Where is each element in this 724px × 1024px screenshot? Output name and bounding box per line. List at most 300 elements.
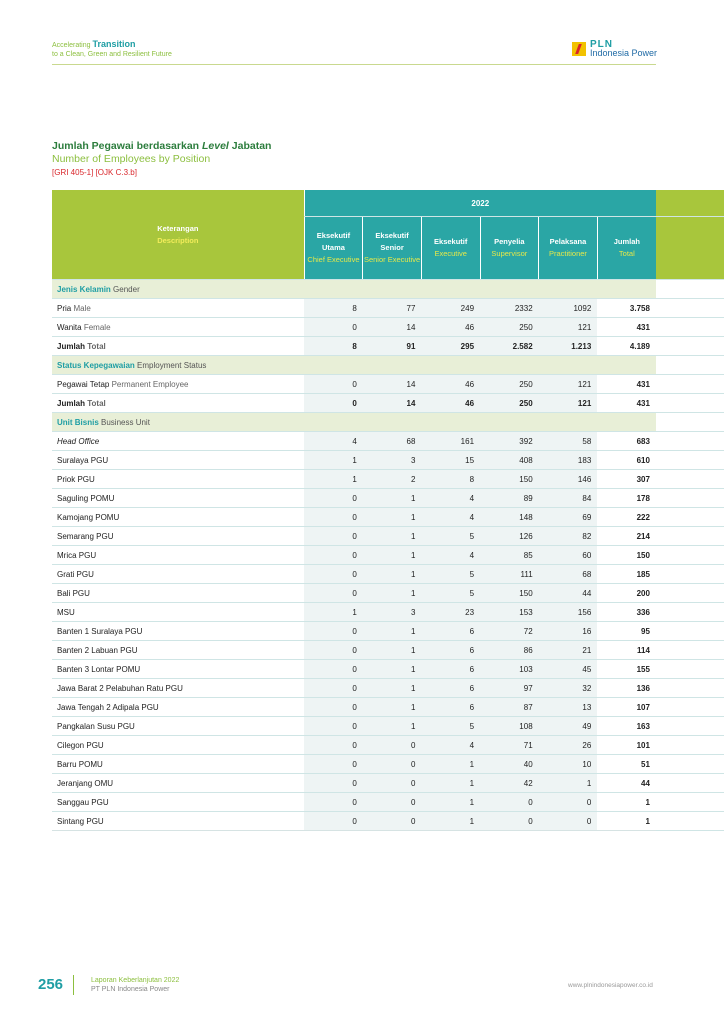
value-cell: 1 xyxy=(363,489,422,508)
row-extension xyxy=(656,584,724,603)
total-cell: 214 xyxy=(597,527,656,546)
section-row xyxy=(52,413,724,432)
footer-report xyxy=(91,976,179,994)
value-cell: 153 xyxy=(480,603,539,622)
row-extension xyxy=(656,432,724,451)
value-cell: 295 xyxy=(421,337,480,356)
value-cell: 1.213 xyxy=(539,337,598,356)
value-cell: 4 xyxy=(304,432,363,451)
value-cell: 1 xyxy=(304,451,363,470)
website-url: www.plnindonesiapower.co.id xyxy=(568,982,653,989)
value-cell: 0 xyxy=(363,755,422,774)
page-number: 256 xyxy=(38,976,64,993)
pln-lightning-icon xyxy=(572,42,586,56)
value-cell: 40 xyxy=(480,755,539,774)
value-cell: 0 xyxy=(363,812,422,831)
row-extension xyxy=(656,565,724,584)
value-cell: 10 xyxy=(539,755,598,774)
row-extension xyxy=(656,337,724,356)
row-label xyxy=(52,451,304,470)
row-extension xyxy=(656,622,724,641)
table-row xyxy=(52,375,724,394)
row-label-id: Grati PGU xyxy=(57,569,94,579)
value-cell: 4 xyxy=(421,489,480,508)
value-cell: 392 xyxy=(480,432,539,451)
description-header xyxy=(52,190,304,280)
value-cell: 1 xyxy=(304,603,363,622)
total-cell: 163 xyxy=(597,717,656,736)
row-extension xyxy=(656,717,724,736)
total-cell: 610 xyxy=(597,451,656,470)
table-row xyxy=(52,489,724,508)
value-cell: 0 xyxy=(304,375,363,394)
table-row xyxy=(52,508,724,527)
row-label-id: Jeranjang OMU xyxy=(57,778,114,788)
row-label-en: Male xyxy=(73,303,91,313)
value-cell: 2332 xyxy=(480,299,539,318)
footer-divider xyxy=(73,975,74,995)
value-cell: 1 xyxy=(363,679,422,698)
table-title-en: Number of Employees by Position xyxy=(52,153,211,165)
desc-header-en: Description xyxy=(157,235,199,245)
column-header xyxy=(363,217,422,280)
total-cell: 3.758 xyxy=(597,299,656,318)
section-title-id: Jenis Kelamin xyxy=(57,284,111,294)
desc-header-id: Keterangan xyxy=(157,223,199,233)
value-cell: 97 xyxy=(480,679,539,698)
value-cell: 87 xyxy=(480,698,539,717)
total-cell: 1 xyxy=(597,793,656,812)
value-cell: 2 xyxy=(363,470,422,489)
value-cell: 1 xyxy=(363,641,422,660)
value-cell: 46 xyxy=(421,394,480,413)
title-id-em: Level xyxy=(201,140,229,152)
value-cell: 1 xyxy=(421,755,480,774)
table-row xyxy=(52,584,724,603)
section-title-en: Employment Status xyxy=(137,360,207,370)
row-label-id: Jumlah xyxy=(57,341,86,351)
section-title-en: Business Unit xyxy=(101,417,150,427)
row-label xyxy=(52,660,304,679)
row-label xyxy=(52,508,304,527)
column-header xyxy=(539,217,598,280)
table-row xyxy=(52,736,724,755)
value-cell: 58 xyxy=(539,432,598,451)
row-label xyxy=(52,698,304,717)
value-cell: 108 xyxy=(480,717,539,736)
value-cell: 250 xyxy=(480,394,539,413)
column-header-id: Pelaksana xyxy=(549,237,587,246)
value-cell: 0 xyxy=(363,774,422,793)
row-label xyxy=(52,375,304,394)
value-cell: 14 xyxy=(363,318,422,337)
table-row xyxy=(52,394,724,413)
value-cell: 6 xyxy=(421,679,480,698)
logo-brand: PLN xyxy=(590,39,613,50)
table-row xyxy=(52,774,724,793)
value-cell: 71 xyxy=(480,736,539,755)
row-label xyxy=(52,318,304,337)
section-row xyxy=(52,280,724,299)
row-label-id: Kamojang POMU xyxy=(57,512,120,522)
tagline-sub: to a Clean, Green and Resilient Future xyxy=(52,51,172,58)
value-cell: 1 xyxy=(363,584,422,603)
value-cell: 249 xyxy=(421,299,480,318)
row-extension xyxy=(656,508,724,527)
value-cell: 13 xyxy=(539,698,598,717)
row-label-id: Semarang PGU xyxy=(57,531,114,541)
row-extension xyxy=(656,299,724,318)
value-cell: 46 xyxy=(421,375,480,394)
column-header xyxy=(421,217,480,280)
value-cell: 26 xyxy=(539,736,598,755)
row-label xyxy=(52,299,304,318)
value-cell: 1 xyxy=(363,660,422,679)
row-label-id: Bali PGU xyxy=(57,588,90,598)
column-header xyxy=(597,217,656,280)
total-cell: 51 xyxy=(597,755,656,774)
column-header-en: Total xyxy=(618,249,635,258)
value-cell: 0 xyxy=(304,755,363,774)
row-label xyxy=(52,546,304,565)
row-extension xyxy=(656,755,724,774)
value-cell: 32 xyxy=(539,679,598,698)
row-label xyxy=(52,679,304,698)
row-label xyxy=(52,641,304,660)
value-cell: 156 xyxy=(539,603,598,622)
header-extension xyxy=(656,190,724,217)
table-title-id xyxy=(52,140,271,153)
value-cell: 8 xyxy=(304,337,363,356)
value-cell: 0 xyxy=(304,565,363,584)
table-row xyxy=(52,565,724,584)
column-header-en: Senior Executive xyxy=(363,255,421,264)
row-label xyxy=(52,337,304,356)
row-extension xyxy=(656,736,724,755)
value-cell: 121 xyxy=(539,394,598,413)
value-cell: 1 xyxy=(539,774,598,793)
value-cell: 4 xyxy=(421,508,480,527)
row-label-id: Saguling POMU xyxy=(57,493,115,503)
header-divider xyxy=(52,64,656,65)
row-label-id: Banten 1 Suralaya PGU xyxy=(57,626,143,636)
row-label-id: Cilegon PGU xyxy=(57,740,104,750)
value-cell: 0 xyxy=(304,717,363,736)
value-cell: 0 xyxy=(304,641,363,660)
value-cell: 5 xyxy=(421,584,480,603)
header-tagline xyxy=(52,40,172,59)
row-label-id: Jawa Tengah 2 Adipala PGU xyxy=(57,702,159,712)
total-cell: 155 xyxy=(597,660,656,679)
row-extension xyxy=(656,793,724,812)
value-cell: 183 xyxy=(539,451,598,470)
row-extension xyxy=(656,641,724,660)
value-cell: 2.582 xyxy=(480,337,539,356)
value-cell: 86 xyxy=(480,641,539,660)
total-cell: 178 xyxy=(597,489,656,508)
value-cell: 0 xyxy=(304,527,363,546)
value-cell: 1 xyxy=(421,793,480,812)
value-cell: 69 xyxy=(539,508,598,527)
value-cell: 68 xyxy=(539,565,598,584)
value-cell: 1 xyxy=(363,717,422,736)
value-cell: 121 xyxy=(539,318,598,337)
table-title-block xyxy=(52,140,271,179)
row-label xyxy=(52,603,304,622)
table-row xyxy=(52,717,724,736)
value-cell: 161 xyxy=(421,432,480,451)
logo-sub: Indonesia Power xyxy=(590,48,658,58)
row-label-en: Total xyxy=(87,398,106,408)
row-label xyxy=(52,793,304,812)
tagline-bold: Transition xyxy=(92,39,136,49)
table-row xyxy=(52,622,724,641)
value-cell: 0 xyxy=(304,622,363,641)
row-label-id: Wanita xyxy=(57,322,82,332)
row-extension xyxy=(656,280,724,299)
value-cell: 148 xyxy=(480,508,539,527)
row-label xyxy=(52,584,304,603)
row-label-id: Sintang PGU xyxy=(57,816,104,826)
section-title-id: Unit Bisnis xyxy=(57,417,99,427)
row-extension xyxy=(656,679,724,698)
row-label xyxy=(52,489,304,508)
value-cell: 49 xyxy=(539,717,598,736)
row-label-id: Jawa Barat 2 Pelabuhan Ratu PGU xyxy=(57,683,183,693)
value-cell: 1 xyxy=(363,622,422,641)
row-extension xyxy=(656,527,724,546)
column-header xyxy=(480,217,539,280)
value-cell: 0 xyxy=(539,793,598,812)
total-cell: 431 xyxy=(597,318,656,337)
row-extension xyxy=(656,413,724,432)
report-title: Laporan Keberlanjutan 2022 xyxy=(91,977,180,984)
value-cell: 6 xyxy=(421,641,480,660)
row-extension xyxy=(656,375,724,394)
value-cell: 0 xyxy=(304,812,363,831)
total-cell: 150 xyxy=(597,546,656,565)
value-cell: 0 xyxy=(480,812,539,831)
total-cell: 95 xyxy=(597,622,656,641)
value-cell: 72 xyxy=(480,622,539,641)
title-id-pre: Jumlah Pegawai berdasarkan xyxy=(52,140,202,152)
company-logo xyxy=(572,40,657,58)
total-cell: 4.189 xyxy=(597,337,656,356)
row-extension xyxy=(656,603,724,622)
row-extension xyxy=(656,660,724,679)
value-cell: 8 xyxy=(421,470,480,489)
row-label-id: Sanggau PGU xyxy=(57,797,109,807)
row-label xyxy=(52,717,304,736)
value-cell: 1 xyxy=(421,774,480,793)
row-extension xyxy=(656,394,724,413)
table-row xyxy=(52,337,724,356)
row-label xyxy=(52,812,304,831)
value-cell: 250 xyxy=(480,375,539,394)
value-cell: 77 xyxy=(363,299,422,318)
value-cell: 91 xyxy=(363,337,422,356)
total-cell: 185 xyxy=(597,565,656,584)
table-row xyxy=(52,793,724,812)
value-cell: 60 xyxy=(539,546,598,565)
value-cell: 0 xyxy=(304,584,363,603)
table-row xyxy=(52,755,724,774)
column-header-id: Eksekutif Utama xyxy=(316,231,351,252)
row-label-id: Suralaya PGU xyxy=(57,455,109,465)
column-header xyxy=(304,217,363,280)
total-cell: 431 xyxy=(597,394,656,413)
row-extension xyxy=(656,774,724,793)
value-cell: 6 xyxy=(421,622,480,641)
row-label-id: Mrica PGU xyxy=(57,550,97,560)
value-cell: 1 xyxy=(363,508,422,527)
row-label-en: Female xyxy=(83,322,111,332)
value-cell: 0 xyxy=(363,793,422,812)
value-cell: 46 xyxy=(421,318,480,337)
value-cell: 0 xyxy=(363,736,422,755)
value-cell: 5 xyxy=(421,717,480,736)
value-cell: 0 xyxy=(304,508,363,527)
value-cell: 23 xyxy=(421,603,480,622)
row-extension xyxy=(656,546,724,565)
column-header-en: Chief Executive xyxy=(307,255,360,264)
section-label xyxy=(52,413,656,432)
value-cell: 121 xyxy=(539,375,598,394)
value-cell: 250 xyxy=(480,318,539,337)
table-row xyxy=(52,527,724,546)
value-cell: 150 xyxy=(480,470,539,489)
column-header-id: Eksekutif Senior xyxy=(375,231,409,252)
column-header-id: Eksekutif xyxy=(434,237,468,246)
table-row xyxy=(52,679,724,698)
title-id-post: Jabatan xyxy=(228,140,272,152)
total-cell: 107 xyxy=(597,698,656,717)
row-extension xyxy=(656,356,724,375)
row-extension xyxy=(656,470,724,489)
column-header-en: Executive xyxy=(434,249,467,258)
tagline-pre: Accelerating xyxy=(52,42,93,49)
value-cell: 8 xyxy=(304,299,363,318)
row-label-id: Priok PGU xyxy=(57,474,95,484)
total-cell: 431 xyxy=(597,375,656,394)
section-label xyxy=(52,280,656,299)
value-cell: 1092 xyxy=(539,299,598,318)
column-header-en: Practitioner xyxy=(549,249,587,258)
row-extension xyxy=(656,318,724,337)
value-cell: 4 xyxy=(421,736,480,755)
total-cell: 200 xyxy=(597,584,656,603)
value-cell: 5 xyxy=(421,527,480,546)
value-cell: 1 xyxy=(363,565,422,584)
value-cell: 4 xyxy=(421,546,480,565)
employees-by-position-table xyxy=(52,190,724,831)
value-cell: 1 xyxy=(363,527,422,546)
row-label-en: Permanent Employee xyxy=(111,379,189,389)
value-cell: 5 xyxy=(421,565,480,584)
column-header-en: Supervisor xyxy=(491,249,528,258)
value-cell: 3 xyxy=(363,451,422,470)
year-header: 2022 xyxy=(304,190,656,217)
value-cell: 42 xyxy=(480,774,539,793)
value-cell: 82 xyxy=(539,527,598,546)
row-label-id: Barru POMU xyxy=(57,759,103,769)
value-cell: 21 xyxy=(539,641,598,660)
value-cell: 6 xyxy=(421,660,480,679)
row-label-id: Banten 2 Labuan PGU xyxy=(57,645,138,655)
section-label xyxy=(52,356,656,375)
row-extension xyxy=(656,698,724,717)
value-cell: 0 xyxy=(304,793,363,812)
total-cell: 222 xyxy=(597,508,656,527)
value-cell: 14 xyxy=(363,375,422,394)
value-cell: 0 xyxy=(304,489,363,508)
value-cell: 89 xyxy=(480,489,539,508)
table-row xyxy=(52,641,724,660)
column-header-id: Jumlah xyxy=(613,237,640,246)
row-label-id: Head Office xyxy=(57,436,100,446)
value-cell: 45 xyxy=(539,660,598,679)
value-cell: 6 xyxy=(421,698,480,717)
row-extension xyxy=(656,489,724,508)
row-label xyxy=(52,755,304,774)
row-label-id: Jumlah xyxy=(57,398,86,408)
total-cell: 136 xyxy=(597,679,656,698)
value-cell: 0 xyxy=(304,736,363,755)
value-cell: 84 xyxy=(539,489,598,508)
value-cell: 0 xyxy=(304,774,363,793)
total-cell: 44 xyxy=(597,774,656,793)
table-row xyxy=(52,451,724,470)
table-row xyxy=(52,660,724,679)
value-cell: 15 xyxy=(421,451,480,470)
value-cell: 0 xyxy=(304,660,363,679)
value-cell: 0 xyxy=(539,812,598,831)
value-cell: 0 xyxy=(304,394,363,413)
total-cell: 307 xyxy=(597,470,656,489)
table-row xyxy=(52,432,724,451)
row-label xyxy=(52,470,304,489)
value-cell: 126 xyxy=(480,527,539,546)
value-cell: 103 xyxy=(480,660,539,679)
header-extension xyxy=(656,217,724,280)
row-extension xyxy=(656,812,724,831)
value-cell: 68 xyxy=(363,432,422,451)
table-bottom-rule xyxy=(52,830,656,831)
table-row xyxy=(52,603,724,622)
table-row xyxy=(52,546,724,565)
value-cell: 1 xyxy=(304,470,363,489)
table-row xyxy=(52,812,724,831)
row-label-id: Pegawai Tetap xyxy=(57,379,110,389)
table-row xyxy=(52,698,724,717)
row-label xyxy=(52,432,304,451)
column-header-id: Penyelia xyxy=(494,237,525,246)
value-cell: 14 xyxy=(363,394,422,413)
value-cell: 85 xyxy=(480,546,539,565)
value-cell: 408 xyxy=(480,451,539,470)
value-cell: 3 xyxy=(363,603,422,622)
row-label xyxy=(52,394,304,413)
row-label-id: Pria xyxy=(57,303,72,313)
row-label xyxy=(52,565,304,584)
company-name: PT PLN Indonesia Power xyxy=(91,986,170,993)
row-label-id: Pangkalan Susu PGU xyxy=(57,721,135,731)
value-cell: 16 xyxy=(539,622,598,641)
row-label-en: Total xyxy=(87,341,106,351)
table-row xyxy=(52,299,724,318)
table-row xyxy=(52,318,724,337)
row-label xyxy=(52,736,304,755)
